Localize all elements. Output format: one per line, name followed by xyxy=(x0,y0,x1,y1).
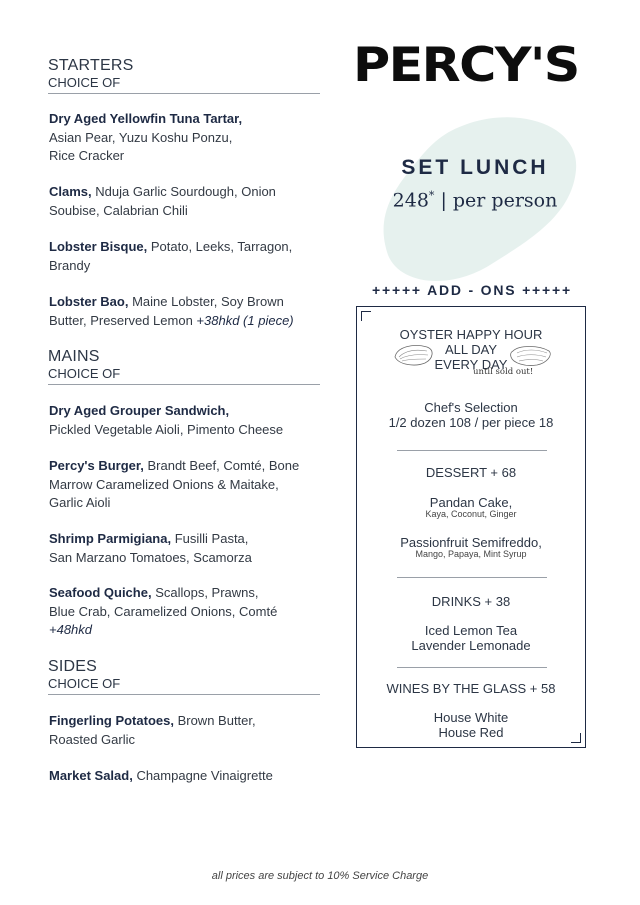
oyster-pricing: 1/2 dozen 108 / per piece 18 xyxy=(388,415,554,430)
wine-item: House White xyxy=(433,710,509,725)
oyster-chef: Chef's Selection xyxy=(424,400,518,415)
menu-item xyxy=(49,584,324,640)
divider xyxy=(397,577,547,578)
dessert-name: Pandan Cake, xyxy=(429,495,513,510)
item-name: Dry Aged Grouper Sandwich, xyxy=(49,403,230,418)
drink-item: Lavender Lemonade xyxy=(411,638,531,653)
item-name: Dry Aged Yellowfin Tuna Tartar, xyxy=(49,111,243,126)
sides-header xyxy=(48,658,320,695)
price-asterisk: * xyxy=(428,189,435,202)
item-name: Shrimp Parmigiana, xyxy=(49,531,172,546)
oyster-line: EVERY DAY xyxy=(434,357,508,372)
dessert-title: DESSERT + 68 xyxy=(425,465,517,480)
oyster-icon xyxy=(393,343,435,367)
item-description: Fusilli Pasta, xyxy=(171,531,249,546)
menu-item xyxy=(49,530,324,567)
item-name: Seafood Quiche, xyxy=(49,585,152,600)
item-description: Rice Cracker xyxy=(49,148,125,163)
section-title: STARTERS xyxy=(48,57,134,74)
section-subtitle: CHOICE OF xyxy=(48,366,121,381)
corner-ornament xyxy=(361,311,371,321)
oyster-note: until sold out! xyxy=(473,367,534,377)
item-description: Marrow Caramelized Onions & Maitake, xyxy=(49,476,279,492)
oyster-line: OYSTER HAPPY HOUR xyxy=(399,327,543,342)
item-name: Market Salad, xyxy=(49,768,133,783)
divider xyxy=(48,694,320,695)
starters-header xyxy=(48,57,320,94)
item-description: Champagne Vinaigrette xyxy=(132,768,273,783)
item-surcharge: +38hkd (1 piece) xyxy=(196,312,294,328)
dessert-name: Passionfruit Semifreddo, xyxy=(400,535,542,550)
item-name: Percy's Burger, xyxy=(49,458,144,473)
item-description: Brandt Beef, Comté, Bone xyxy=(143,458,300,473)
menu-item xyxy=(49,767,324,786)
item-name: Lobster Bisque, xyxy=(49,239,148,254)
dessert-desc: Mango, Papaya, Mint Syrup xyxy=(415,549,527,559)
section-title: SIDES xyxy=(48,658,98,675)
item-name: Clams, xyxy=(49,184,92,199)
item-description: Asian Pear, Yuzu Koshu Ponzu, xyxy=(49,129,233,145)
item-description: Brandy xyxy=(49,257,91,273)
set-lunch-price xyxy=(380,189,570,211)
addons-title: +++++ ADD - ONS +++++ xyxy=(372,282,572,298)
item-description: Blue Crab, Caramelized Onions, Comté xyxy=(49,603,278,619)
divider xyxy=(397,450,547,451)
item-description: Pickled Vegetable Aioli, Pimento Cheese xyxy=(49,421,284,437)
divider xyxy=(48,93,320,94)
item-description: Maine Lobster, Soy Brown xyxy=(128,294,284,309)
item-name: Lobster Bao, xyxy=(49,294,129,309)
wines-title: WINES BY THE GLASS + 58 xyxy=(386,681,556,696)
mains-header xyxy=(48,348,320,385)
menu-item xyxy=(49,402,324,439)
item-description: Scallops, Prawns, xyxy=(151,585,259,600)
item-description: Garlic Aioli xyxy=(49,495,111,510)
menu-item xyxy=(49,238,324,275)
item-description: Roasted Garlic xyxy=(49,731,135,747)
item-description: Potato, Leeks, Tarragon, xyxy=(147,239,293,254)
item-description: Butter, Preserved Lemon xyxy=(49,312,197,328)
price-unit: | per person xyxy=(434,189,558,212)
divider xyxy=(48,384,320,385)
oyster-icon xyxy=(509,343,553,367)
item-description: Soubise, Calabrian Chili xyxy=(49,202,188,218)
item-name: Fingerling Potatoes, xyxy=(49,713,174,728)
wine-item: House Red xyxy=(438,725,504,740)
menu-item xyxy=(49,183,324,220)
oyster-line: ALL DAY xyxy=(444,342,498,357)
menu-item xyxy=(49,110,324,166)
drinks-title: DRINKS + 38 xyxy=(431,594,511,609)
dessert-desc: Kaya, Coconut, Ginger xyxy=(425,509,517,519)
section-subtitle: CHOICE OF xyxy=(48,75,121,90)
item-description: San Marzano Tomatoes, Scamorza xyxy=(49,549,252,565)
item-description: Nduja Garlic Sourdough, Onion xyxy=(91,184,276,199)
menu-item xyxy=(49,457,324,513)
price-value: 248 xyxy=(392,189,429,212)
drink-item: Iced Lemon Tea xyxy=(424,623,518,638)
menu-item xyxy=(49,293,324,330)
service-charge-note: all prices are subject to 10% Service Charge xyxy=(211,870,429,882)
brand-logo: PERCY'S xyxy=(353,38,579,93)
addons-box xyxy=(356,306,586,748)
item-surcharge: +48hkd xyxy=(49,622,93,637)
item-description: Brown Butter, xyxy=(173,713,256,728)
set-lunch-title: SET LUNCH xyxy=(401,156,549,179)
menu-item xyxy=(49,712,324,749)
section-title: MAINS xyxy=(48,348,100,365)
section-subtitle: CHOICE OF xyxy=(48,676,121,691)
divider xyxy=(397,667,547,668)
